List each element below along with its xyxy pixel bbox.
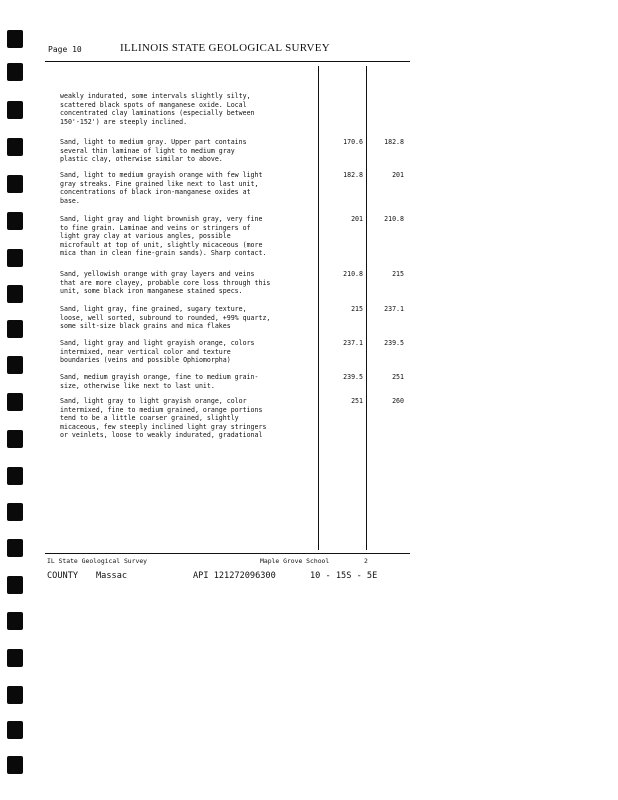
punch-hole bbox=[7, 212, 23, 230]
row-description: Sand, medium grayish orange, fine to medium grain- size, otherwise like next to last unit. bbox=[60, 373, 259, 390]
row-top-depth: 182.8 bbox=[343, 171, 363, 179]
punch-hole bbox=[7, 63, 23, 81]
punch-hole bbox=[7, 175, 23, 193]
row-top-depth: 215 bbox=[351, 305, 363, 313]
footer-location: 10 - 15S - 5E bbox=[310, 571, 378, 581]
row-bottom-depth: 237.1 bbox=[384, 305, 404, 313]
footer-rule bbox=[45, 553, 410, 554]
row-bottom-depth: 251 bbox=[392, 373, 404, 381]
punch-hole bbox=[7, 430, 23, 448]
punch-hole bbox=[7, 285, 23, 303]
footer-county: Massac bbox=[96, 571, 128, 581]
row-top-depth: 170.6 bbox=[343, 138, 363, 146]
row-description: Sand, light gray and light brownish gray, very fine to fine grain. Laminae and veins or stringers of light gray clay at various angles, possible microfault at top of unit, slightly micaceous (more mica than in clean fine-grain sands). Sharp contact. bbox=[60, 215, 267, 258]
footer-well-number: 2 bbox=[364, 557, 368, 565]
row-description: Sand, light to medium gray. Upper part contains several thin laminae of light to medium gray plastic clay, otherwise similar to above. bbox=[60, 138, 247, 164]
page-number: Page 10 bbox=[48, 45, 82, 54]
punch-hole bbox=[7, 101, 23, 119]
header-rule bbox=[45, 61, 410, 62]
row-description: Sand, light gray to light grayish orange, color intermixed, fine to medium grained, orange portions tend to be a little coarser grained, slightly micaceous, few steeply inclined light gray stringers or veinlets, loose to weakly indurated, gradational bbox=[60, 397, 267, 440]
punch-hole bbox=[7, 320, 23, 338]
row-top-depth: 239.5 bbox=[343, 373, 363, 381]
row-top-depth: 201 bbox=[351, 215, 363, 223]
page-title: ILLINOIS STATE GEOLOGICAL SURVEY bbox=[120, 42, 330, 54]
row-description: Sand, yellowish orange with gray layers and veins that are more clayey, probable core loss through this unit, some black iron manganese stained specs. bbox=[60, 270, 271, 296]
row-top-depth: 210.8 bbox=[343, 270, 363, 278]
punch-hole bbox=[7, 576, 23, 594]
punch-hole bbox=[7, 539, 23, 557]
row-description: Sand, light to medium grayish orange with few light gray streaks. Fine grained like next to last unit, concentrations of black iron-manganese oxides at base. bbox=[60, 171, 263, 205]
footer-well-name: Maple Grove School bbox=[260, 557, 330, 565]
punch-hole bbox=[7, 30, 23, 48]
punch-hole bbox=[7, 356, 23, 374]
punch-hole bbox=[7, 686, 23, 704]
row-bottom-depth: 210.8 bbox=[384, 215, 404, 223]
row-description: weakly indurated, some intervals slightly silty, scattered black spots of manganese oxide. Local concentrated clay laminations (especially between 150'-152') are steeply inclined. bbox=[60, 92, 255, 126]
row-bottom-depth: 201 bbox=[392, 171, 404, 179]
punch-hole bbox=[7, 249, 23, 267]
footer-county-label: COUNTY bbox=[47, 571, 79, 581]
punch-hole bbox=[7, 467, 23, 485]
row-description: Sand, light gray and light grayish orange, colors intermixed, near vertical color and texture boundaries (veins and possible Ophiomorpha) bbox=[60, 339, 255, 365]
punch-hole bbox=[7, 756, 23, 774]
row-top-depth: 251 bbox=[351, 397, 363, 405]
row-top-depth: 237.1 bbox=[343, 339, 363, 347]
row-bottom-depth: 239.5 bbox=[384, 339, 404, 347]
punch-hole bbox=[7, 503, 23, 521]
punch-hole bbox=[7, 649, 23, 667]
punch-hole bbox=[7, 138, 23, 156]
punch-hole bbox=[7, 721, 23, 739]
footer-api: API 121272096300 bbox=[193, 571, 276, 581]
row-description: Sand, light gray, fine grained, sugary texture, loose, well sorted, subround to rounded, +99% quartz, some silt-size black grains and mica flakes bbox=[60, 305, 271, 331]
row-bottom-depth: 182.8 bbox=[384, 138, 404, 146]
punch-hole bbox=[7, 612, 23, 630]
footer-source: IL State Geological Survey bbox=[47, 557, 148, 565]
row-bottom-depth: 260 bbox=[392, 397, 404, 405]
punch-hole bbox=[7, 393, 23, 411]
column-line-left bbox=[318, 66, 319, 550]
row-bottom-depth: 215 bbox=[392, 270, 404, 278]
